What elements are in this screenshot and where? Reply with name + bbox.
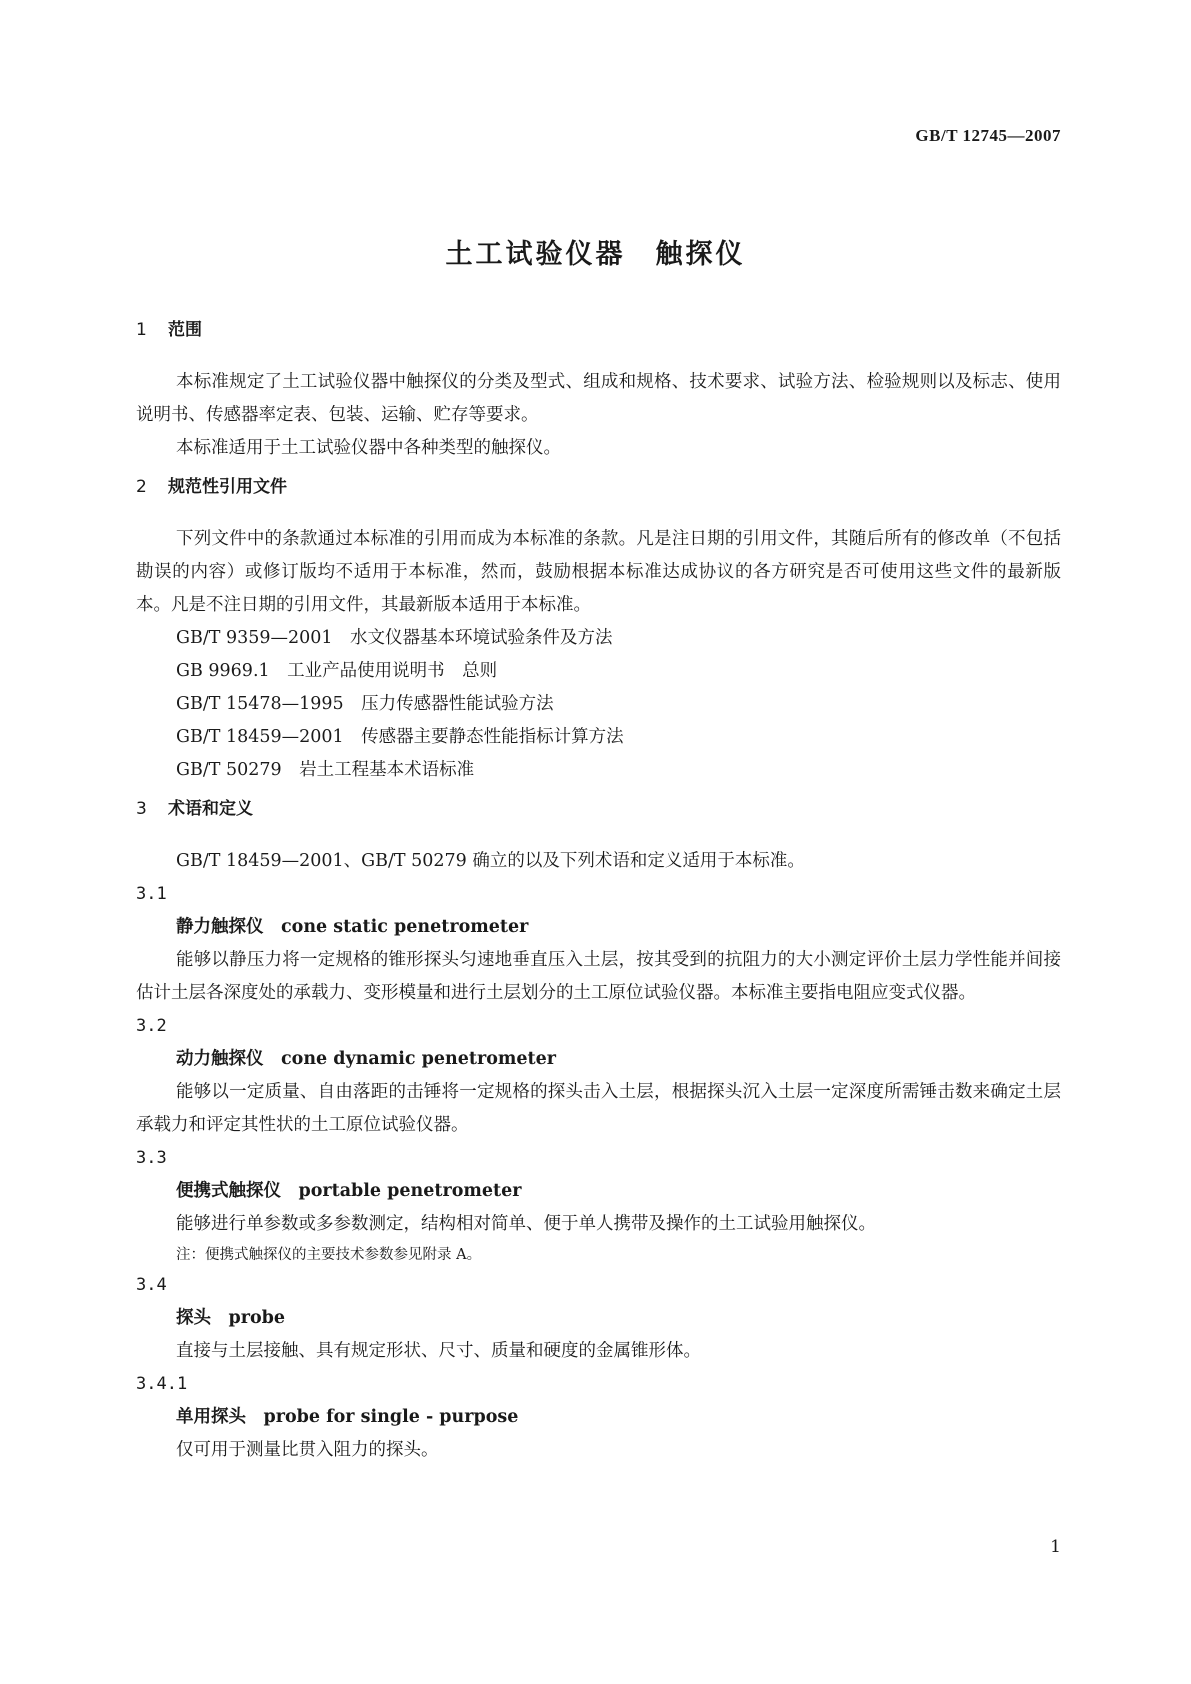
term-definition: 直接与土层接触、具有规定形状、尺寸、质量和硬度的金属锥形体。	[176, 1341, 701, 1361]
term-name: 动力触探仪 cone dynamic penetrometer	[176, 1049, 556, 1069]
term-note: 注：便携式触探仪的主要技术参数参见附录 A。	[176, 1247, 482, 1263]
paragraph: 下列文件中的条款通过本标准的引用而成为本标准的条款。凡是注日期的引用文件，其随后所有的修改单（不包括勘误的内容）或修订版均不适用于本标准，然而，鼓励根据本标准达成协议的各方研究是否可使用这些文件的最新版本。凡是不注日期的引用文件，其最新版本适用于本标准。	[136, 529, 1061, 615]
section-title: 规范性引用文件	[168, 477, 287, 497]
term-number: 3.4.1	[136, 1374, 188, 1394]
term-definition: 能够进行单参数或多参数测定，结构相对简单、便于单人携带及操作的土工试验用触探仪。	[176, 1214, 876, 1234]
reference-item: GB/T 18459—2001 传感器主要静态性能指标计算方法	[176, 727, 624, 747]
section-2-heading	[136, 475, 1061, 499]
reference-item: GB/T 15478—1995 压力传感器性能试验方法	[176, 694, 554, 714]
term-number: 3.1	[136, 884, 167, 904]
document-title: 土工试验仪器 触探仪	[445, 239, 746, 270]
section-number: 2	[136, 477, 147, 497]
term-definition: 仅可用于测量比贯入阻力的探头。	[176, 1440, 439, 1460]
paragraph: GB/T 18459—2001、GB/T 50279 确立的以及下列术语和定义适用于本标准。	[176, 851, 805, 871]
section-number: 3	[136, 799, 147, 819]
reference-item: GB/T 50279 岩土工程基本术语标准	[176, 760, 475, 780]
section-3-heading	[136, 797, 1061, 821]
paragraph: 本标准适用于土工试验仪器中各种类型的触探仪。	[176, 438, 561, 458]
standard-number: GB/T 12745—2007	[915, 126, 1061, 145]
page-number: 1	[1050, 1537, 1061, 1557]
term-definition: 能够以静压力将一定规格的锥形探头匀速地垂直压入土层，按其受到的抗阻力的大小测定评价土层力学性能并间接估计土层各深度处的承载力、变形模量和进行土层划分的土工原位试验仪器。本标准主要指电阻应变式仪器。	[136, 950, 1061, 1003]
paragraph: 本标准规定了土工试验仪器中触探仪的分类及型式、组成和规格、技术要求、试验方法、检验规则以及标志、使用说明书、传感器率定表、包装、运输、贮存等要求。	[136, 372, 1061, 425]
term-number: 3.4	[136, 1275, 167, 1295]
term-number: 3.2	[136, 1016, 167, 1036]
term-name: 静力触探仪 cone static penetrometer	[176, 917, 529, 937]
document-body	[136, 318, 1061, 1467]
section-1-heading	[136, 318, 1061, 342]
reference-item: GB/T 9359—2001 水文仪器基本环境试验条件及方法	[176, 628, 613, 648]
term-name: 便携式触探仪 portable penetrometer	[176, 1181, 522, 1201]
reference-item: GB 9969.1 工业产品使用说明书 总则	[176, 661, 498, 681]
term-number: 3.3	[136, 1148, 167, 1168]
term-name: 单用探头 probe for single - purpose	[176, 1407, 519, 1427]
term-definition: 能够以一定质量、自由落距的击锤将一定规格的探头击入土层，根据探头沉入土层一定深度所需锤击数来确定土层承载力和评定其性状的土工原位试验仪器。	[136, 1082, 1061, 1135]
section-title: 范围	[168, 320, 202, 340]
term-name: 探头 probe	[176, 1308, 285, 1328]
section-title: 术语和定义	[168, 799, 253, 819]
section-number: 1	[136, 320, 147, 340]
